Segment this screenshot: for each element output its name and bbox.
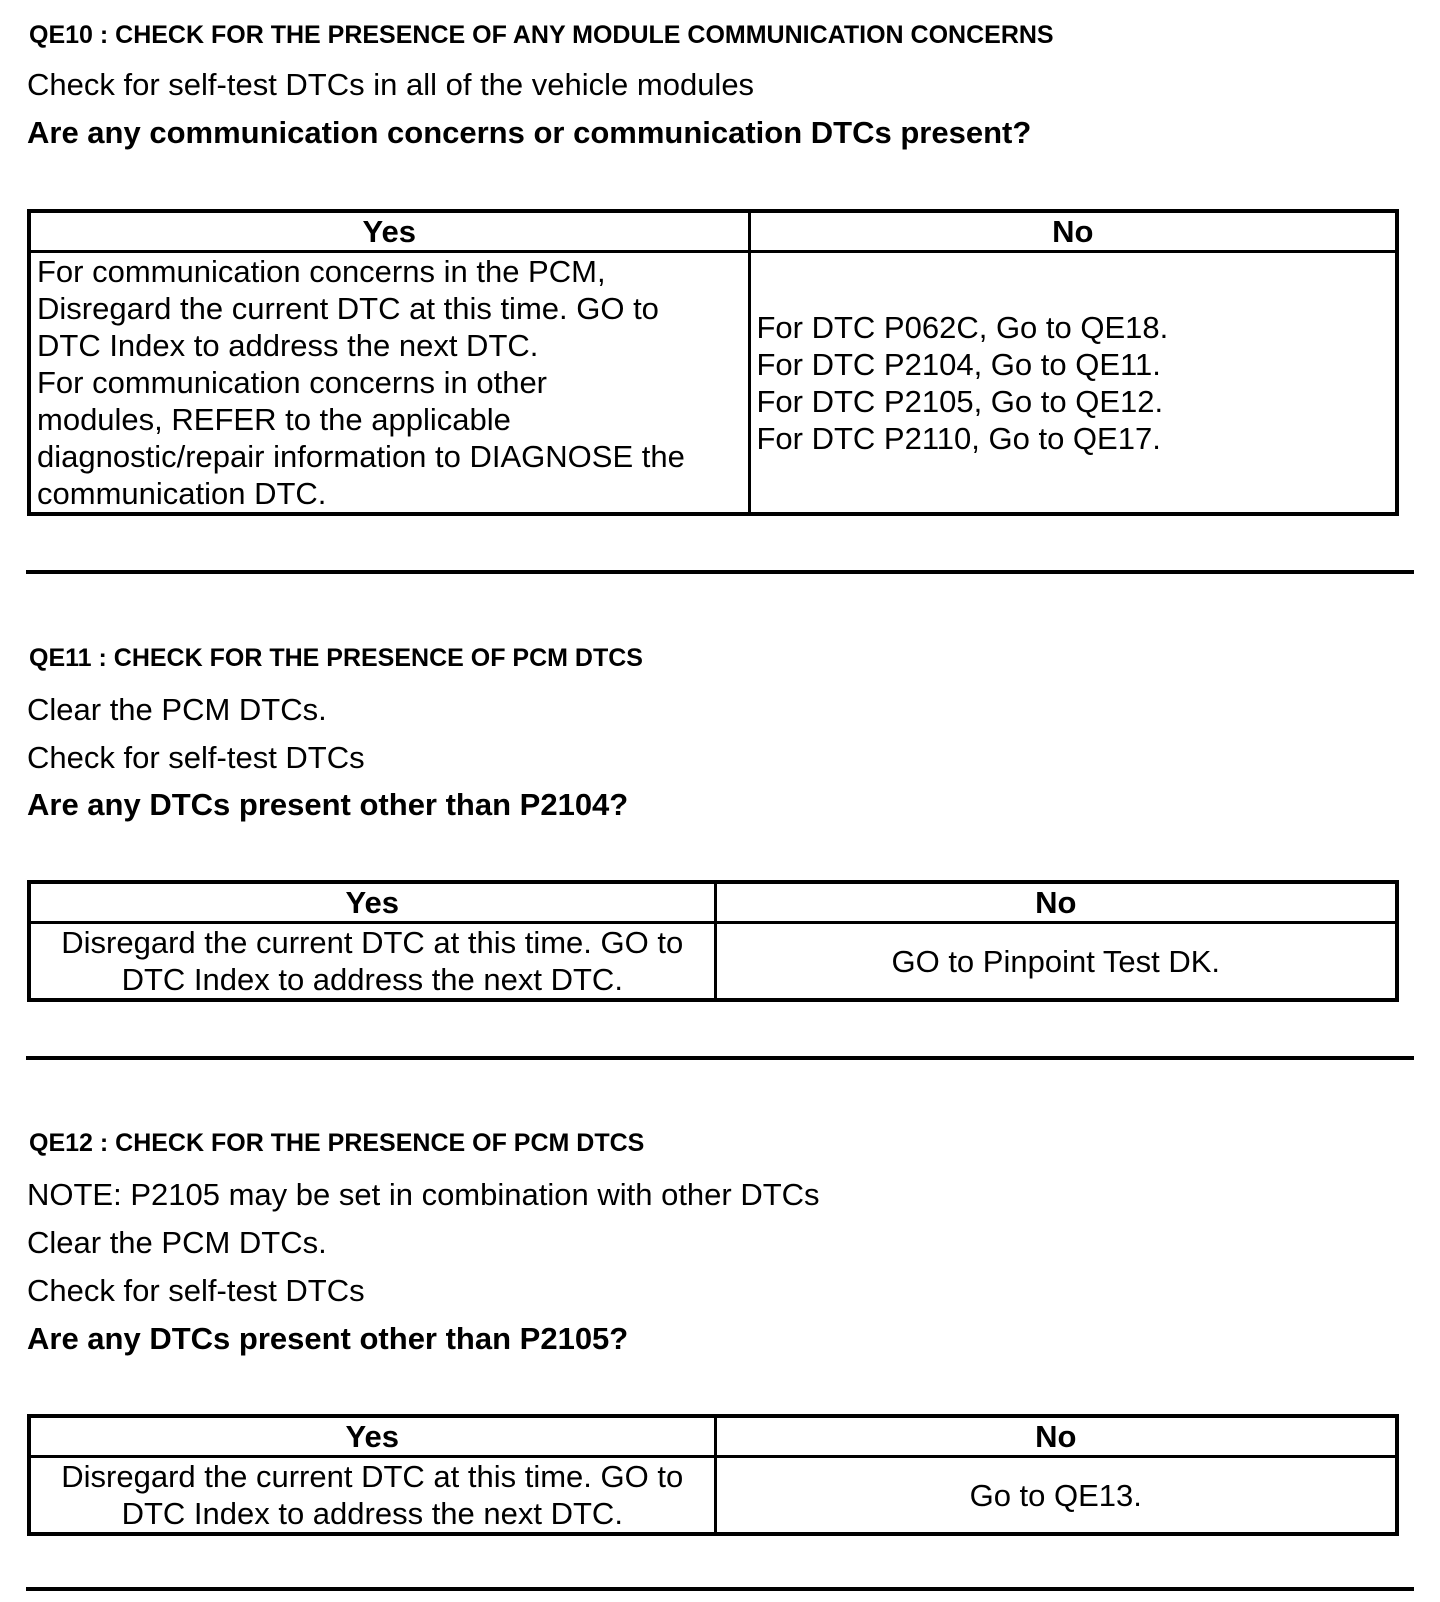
qe10-step-1: Check for self-test DTCs in all of the vehicle modules xyxy=(27,67,755,102)
qe12-step-1: NOTE: P2105 may be set in combination with other DTCs xyxy=(27,1177,820,1212)
qe11-yes-cell: Disregard the current DTC at this time. GO to DTC Index to address the next DTC. xyxy=(29,923,715,1001)
qe10-title: QE10 : CHECK FOR THE PRESENCE OF ANY MODULE COMMUNICATION CONCERNS xyxy=(29,21,1054,49)
qe11-no-header: No xyxy=(715,882,1397,923)
qe10-no-cell: For DTC P062C, Go to QE18. For DTC P2104, Go to QE11. For DTC P2105, Go to QE12. For DTC P2110, Go to QE17. xyxy=(749,252,1397,515)
qe12-title: QE12 : CHECK FOR THE PRESENCE OF PCM DTCS xyxy=(29,1129,645,1157)
qe10-yes-cell: For communication concerns in the PCM, Disregard the current DTC at this time. GO to DTC Index to address the next DTC. For communication concerns in other modules, REFER to the applicable diagnostic/repair information to DIAGNOSE the communication DTC. xyxy=(29,252,749,515)
qe12-no-header: No xyxy=(715,1416,1397,1457)
qe12-answer-table xyxy=(27,1414,1399,1536)
qe12-step-3: Check for self-test DTCs xyxy=(27,1273,365,1308)
qe11-no-cell: GO to Pinpoint Test DK. xyxy=(715,923,1397,1001)
section-divider xyxy=(26,1587,1414,1591)
section-divider xyxy=(26,570,1414,574)
qe12-question: Are any DTCs present other than P2105? xyxy=(27,1321,629,1356)
qe11-step-1: Clear the PCM DTCs. xyxy=(27,692,327,727)
qe10-answer-table xyxy=(27,209,1399,516)
qe11-title: QE11 : CHECK FOR THE PRESENCE OF PCM DTCS xyxy=(29,644,643,672)
qe10-question: Are any communication concerns or communication DTCs present? xyxy=(27,115,1032,150)
qe11-yes-header: Yes xyxy=(29,882,715,923)
qe12-yes-cell: Disregard the current DTC at this time. GO to DTC Index to address the next DTC. xyxy=(29,1457,715,1535)
qe11-answer-table xyxy=(27,880,1399,1002)
qe11-question: Are any DTCs present other than P2104? xyxy=(27,787,629,822)
qe12-step-2: Clear the PCM DTCs. xyxy=(27,1225,327,1260)
qe11-step-2: Check for self-test DTCs xyxy=(27,740,365,775)
qe10-yes-header: Yes xyxy=(29,211,749,252)
qe12-no-cell: Go to QE13. xyxy=(715,1457,1397,1535)
section-divider xyxy=(26,1056,1414,1060)
qe12-yes-header: Yes xyxy=(29,1416,715,1457)
qe10-no-header: No xyxy=(749,211,1397,252)
